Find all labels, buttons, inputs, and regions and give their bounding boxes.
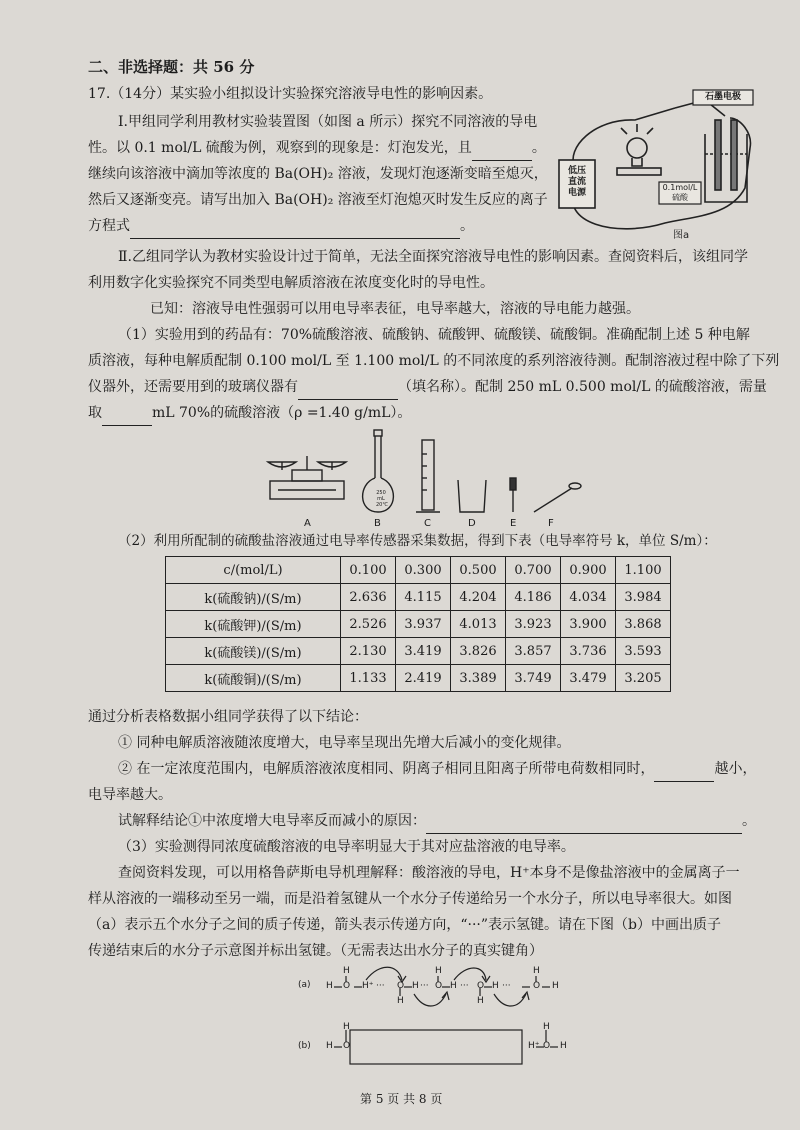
table-cell: 2.526: [341, 611, 396, 638]
atom-o: O: [477, 981, 485, 991]
part2-line2: 利用数字化实验探究不同类型电解质溶液在浓度变化时的导电性。: [88, 275, 494, 291]
conclusion-intro: 通过分析表格数据小组同学获得了以下结论：: [88, 709, 368, 725]
atom-h: H: [412, 981, 419, 991]
table-cell: 3.900: [561, 611, 616, 638]
table-cell: 4.115: [396, 584, 451, 611]
table-cell: 3.826: [451, 638, 506, 665]
part1-line3: 继续向该溶液中滴加等浓度的 Ba(OH)₂ 溶液，发现灯泡逐渐变暗至熄灭，: [88, 166, 548, 182]
sub1-line2: 质溶液，每种电解质配制 0.100 mol/L 至 1.100 mol/L 的不同浓度的系列溶液待测。配制溶液过程中除了下列: [88, 353, 780, 369]
hydrogen-bond: ···: [376, 981, 385, 991]
question-header: 17.（14分）某实验小组拟设计实验探究溶液导电性的影响因素。: [88, 86, 493, 102]
table-cell: 4.204: [451, 584, 506, 611]
atom-h: H: [343, 1022, 350, 1032]
graphite-electrode-label: 石墨电极: [704, 92, 741, 102]
table-cell: k(硫酸铜)/(S/m): [166, 665, 341, 692]
table-cell: 3.205: [616, 665, 671, 692]
instruments-figure: [262, 426, 592, 532]
table-cell: 3.479: [561, 665, 616, 692]
answer-blank-phenomenon[interactable]: [472, 142, 532, 161]
table-cell: 2.636: [341, 584, 396, 611]
table-cell: 2.130: [341, 638, 396, 665]
flask-label: 250 mL 20℃: [376, 490, 388, 508]
table-cell: 4.186: [506, 584, 561, 611]
table-header-cell: 0.300: [396, 557, 451, 584]
known-line: 已知：溶液导电性强弱可以用电导率表征，电导率越大，溶液的导电能力越强。: [150, 301, 640, 317]
sub3-para-line2: 样从溶液的一端移动至另一端，而是沿着氢键从一个水分子传递给另一个水分子，所以电导率很大。如图: [88, 891, 732, 907]
atom-hplus: H⁺: [528, 1041, 540, 1051]
atom-h: H: [435, 966, 442, 976]
table-row: [166, 611, 671, 638]
sub1-line1: （1）实验用到的药品有：70%硫酸溶液、硫酸钠、硫酸钾、硫酸镁、硫酸铜。准确配制上述 5 种电解: [118, 327, 750, 343]
power-label: 低压 直流 电源: [567, 166, 586, 198]
instrument-label-f: F: [548, 518, 554, 529]
explain-line: 试解释结论①中浓度增大电导率反而减小的原因： 。: [118, 808, 756, 834]
table-cell: 1.133: [341, 665, 396, 692]
atom-o: O: [343, 1041, 351, 1051]
atom-o: O: [533, 981, 541, 991]
table-cell: 3.937: [396, 611, 451, 638]
table-cell: 3.389: [451, 665, 506, 692]
atom-o: O: [435, 981, 443, 991]
table-cell: 3.593: [616, 638, 671, 665]
table-cell: 3.868: [616, 611, 671, 638]
table-cell: k(硫酸钠)/(S/m): [166, 584, 341, 611]
figure-a-caption: 图a: [673, 230, 690, 241]
atom-h: H: [450, 981, 457, 991]
answer-blank-factor[interactable]: [654, 763, 714, 782]
part1-line5: 方程式 。: [88, 213, 474, 239]
table-row: [166, 638, 671, 665]
water-proton-figure: [290, 962, 590, 1072]
acid-label: 0.1mol/L 硫酸: [662, 183, 698, 202]
table-row: [166, 665, 671, 692]
table-cell: 4.034: [561, 584, 616, 611]
instrument-label-b: B: [374, 518, 381, 529]
atom-h: H: [343, 966, 350, 976]
table-cell: 2.419: [396, 665, 451, 692]
figure-b-water-label: (b): [298, 1041, 311, 1051]
atom-h: H: [492, 981, 499, 991]
table-cell: 4.013: [451, 611, 506, 638]
hydrogen-bond: ···: [502, 981, 511, 991]
page-footer: 第 5 页 共 8 页: [360, 1092, 443, 1106]
conclusion-2-cont: 电导率越大。: [88, 787, 172, 803]
table-cell: 3.749: [506, 665, 561, 692]
part1-line2: 性。以 0.1 mol/L 硫酸为例，观察到的现象是：灯泡发光，且 。: [88, 135, 546, 161]
sub3-para-line1: 查阅资料发现，可以用格鲁萨斯电导机理解释：酸溶液的导电，H⁺本身不是像盐溶液中的金属离子一: [118, 865, 740, 881]
atom-h: H: [560, 1041, 567, 1051]
table-cell: 3.923: [506, 611, 561, 638]
atom-h: H: [533, 966, 540, 976]
table-header-cell: 0.500: [451, 557, 506, 584]
table-cell: k(硫酸镁)/(S/m): [166, 638, 341, 665]
atom-h: H: [397, 996, 404, 1006]
sub3-para-line4: 传递结束后的水分子示意图并标出氢键。（无需表达出水分子的真实键角）: [88, 943, 543, 959]
atom-o: O: [397, 981, 405, 991]
conclusion-1: ① 同种电解质溶液随浓度增大，电导率呈现出先增大后减小的变化规律。: [118, 735, 571, 751]
table-header-cell: c/(mol/L): [166, 557, 341, 584]
sub1-line4: 取 mL 70%的硫酸溶液（ρ =1.40 g/mL）。: [88, 400, 411, 426]
sub3-para-line3: （a）表示五个水分子之间的质子传递，箭头表示传递方向，“···”表示氢键。请在下图（b）中画出质子: [88, 917, 721, 933]
answer-blank-ionic-equation[interactable]: [130, 220, 460, 239]
table-header-cell: 0.100: [341, 557, 396, 584]
hydrogen-bond: ···: [420, 981, 429, 991]
atom-h: H: [552, 981, 559, 991]
part2-line1: Ⅱ.乙组同学认为教材实验设计过于简单，无法全面探究溶液导电性的影响因素。查阅资料后，该组同学: [118, 249, 748, 265]
atom-h: H: [326, 981, 333, 991]
figure-a-water-label: (a): [298, 980, 311, 990]
instrument-label-e: E: [510, 518, 517, 529]
sub3-line: （3）实验测得同浓度硫酸溶液的电导率明显大于其对应盐溶液的电导率。: [118, 839, 575, 855]
atom-hplus: H⁺: [362, 981, 374, 991]
conclusion-2: ② 在一定浓度范围内，电解质溶液浓度相同、阴离子相同且阳离子所带电荷数相同时， 越小，: [118, 756, 756, 782]
table-cell: 3.857: [506, 638, 561, 665]
atom-h: H: [543, 1022, 550, 1032]
atom-h: H: [326, 1041, 333, 1051]
answer-blank-glassware[interactable]: [298, 381, 398, 400]
atom-h: H: [477, 996, 484, 1006]
figure-a-apparatus: [555, 88, 765, 241]
answer-blank-volume[interactable]: [102, 407, 152, 426]
table-cell: 3.984: [616, 584, 671, 611]
table-header-cell: 0.700: [506, 557, 561, 584]
part1-line1: Ⅰ.甲组同学利用教材实验装置图（如图 a 所示）探究不同溶液的导电: [118, 114, 538, 130]
hydrogen-bond: ···: [460, 981, 469, 991]
atom-o: O: [343, 981, 351, 991]
table-header-cell: 1.100: [616, 557, 671, 584]
table-header-cell: 0.900: [561, 557, 616, 584]
conductivity-table: [165, 556, 671, 692]
sub1-line3: 仪器外，还需要用到的玻璃仪器有 （填名称）。配制 250 mL 0.500 mol/L 的硫酸溶液，需量: [88, 374, 767, 400]
atom-o: O: [543, 1041, 551, 1051]
instrument-label-a: A: [304, 518, 311, 529]
section-title: 二、非选择题：共 56 分: [88, 58, 255, 76]
sub2-intro: （2）利用所配制的硫酸盐溶液通过电导率传感器采集数据，得到下表（电导率符号 k，单位 S/m）：: [118, 533, 717, 549]
part1-line4: 然后又逐渐变亮。请写出加入 Ba(OH)₂ 溶液至灯泡熄灭时发生反应的离子: [88, 192, 548, 208]
table-cell: 3.736: [561, 638, 616, 665]
table-cell: k(硫酸钾)/(S/m): [166, 611, 341, 638]
table-cell: 3.419: [396, 638, 451, 665]
answer-blank-reason[interactable]: [426, 815, 742, 834]
table-header-row: [166, 557, 671, 584]
instrument-label-d: D: [468, 518, 476, 529]
table-row: [166, 584, 671, 611]
instrument-label-c: C: [424, 518, 431, 529]
